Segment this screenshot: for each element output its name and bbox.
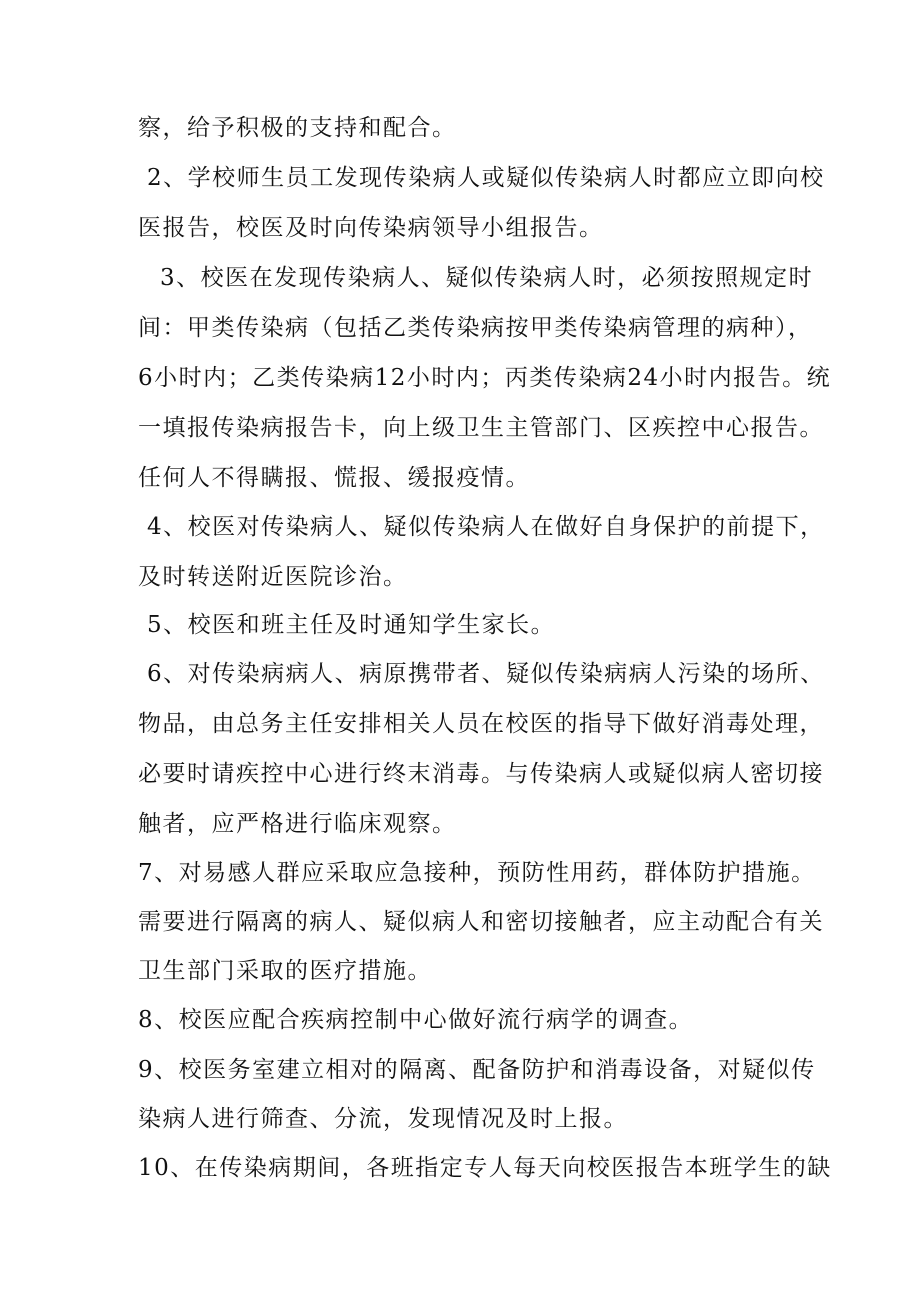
text-line: 间：甲类传染病（包括乙类传染病按甲类传染病管理的病种）， [138, 315, 813, 341]
text-line: 染病人进行筛查、分流，发现情况及时上报。 [138, 1106, 628, 1132]
text-line: 一填报传染病报告卡，向上级卫生主管部门、区疾控中心报告。 [138, 415, 824, 441]
text-line: 4、校医对传染病人、疑似传染病人在做好自身保护的前提下， [147, 514, 825, 540]
text-line: 9、校医务室建立相对的隔离、配备防护和消毒设备，对疑似传 [138, 1057, 816, 1083]
text-line: 7、对易感人群应采取应急接种，预防性用药，群体防护措施。 [138, 860, 816, 886]
text-line: 卫生部门采取的医疗措施。 [138, 958, 432, 984]
text-line: 5、校医和班主任及时通知学生家长。 [147, 612, 556, 638]
text-line: 2、学校师生员工发现传染病人或疑似传染病人时都应立即向校 [147, 165, 825, 191]
text-line: 8、校医应配合疾病控制中心做好流行病学的调查。 [138, 1007, 694, 1033]
text-line: 物品，由总务主任安排相关人员在校医的指导下做好消毒处理， [138, 711, 824, 737]
text-line: 需要进行隔离的病人、疑似病人和密切接触者，应主动配合有关 [138, 909, 824, 935]
text-line: 及时转送附近医院诊治。 [138, 564, 408, 590]
text-line: 任何人不得瞒报、慌报、缓报疫情。 [138, 465, 530, 491]
text-line: 6、对传染病病人、病原携带者、疑似传染病病人污染的场所、 [147, 661, 825, 687]
text-line: 必要时请疾控中心进行终末消毒。与传染病人或疑似病人密切接 [138, 761, 824, 787]
text-line: 6小时内；乙类传染病12小时内；丙类传染病24小时内报告。统 [138, 365, 832, 391]
text-line: 3、校医在发现传染病人、疑似传染病人时，必须按照规定时 [160, 265, 814, 291]
text-line: 10、在传染病期间，各班指定专人每天向校医报告本班学生的缺 [138, 1155, 832, 1181]
text-line: 触者，应严格进行临床观察。 [138, 811, 457, 837]
text-line: 察，给予积极的支持和配合。 [138, 115, 457, 141]
text-line: 医报告，校医及时向传染病领导小组报告。 [138, 215, 604, 241]
